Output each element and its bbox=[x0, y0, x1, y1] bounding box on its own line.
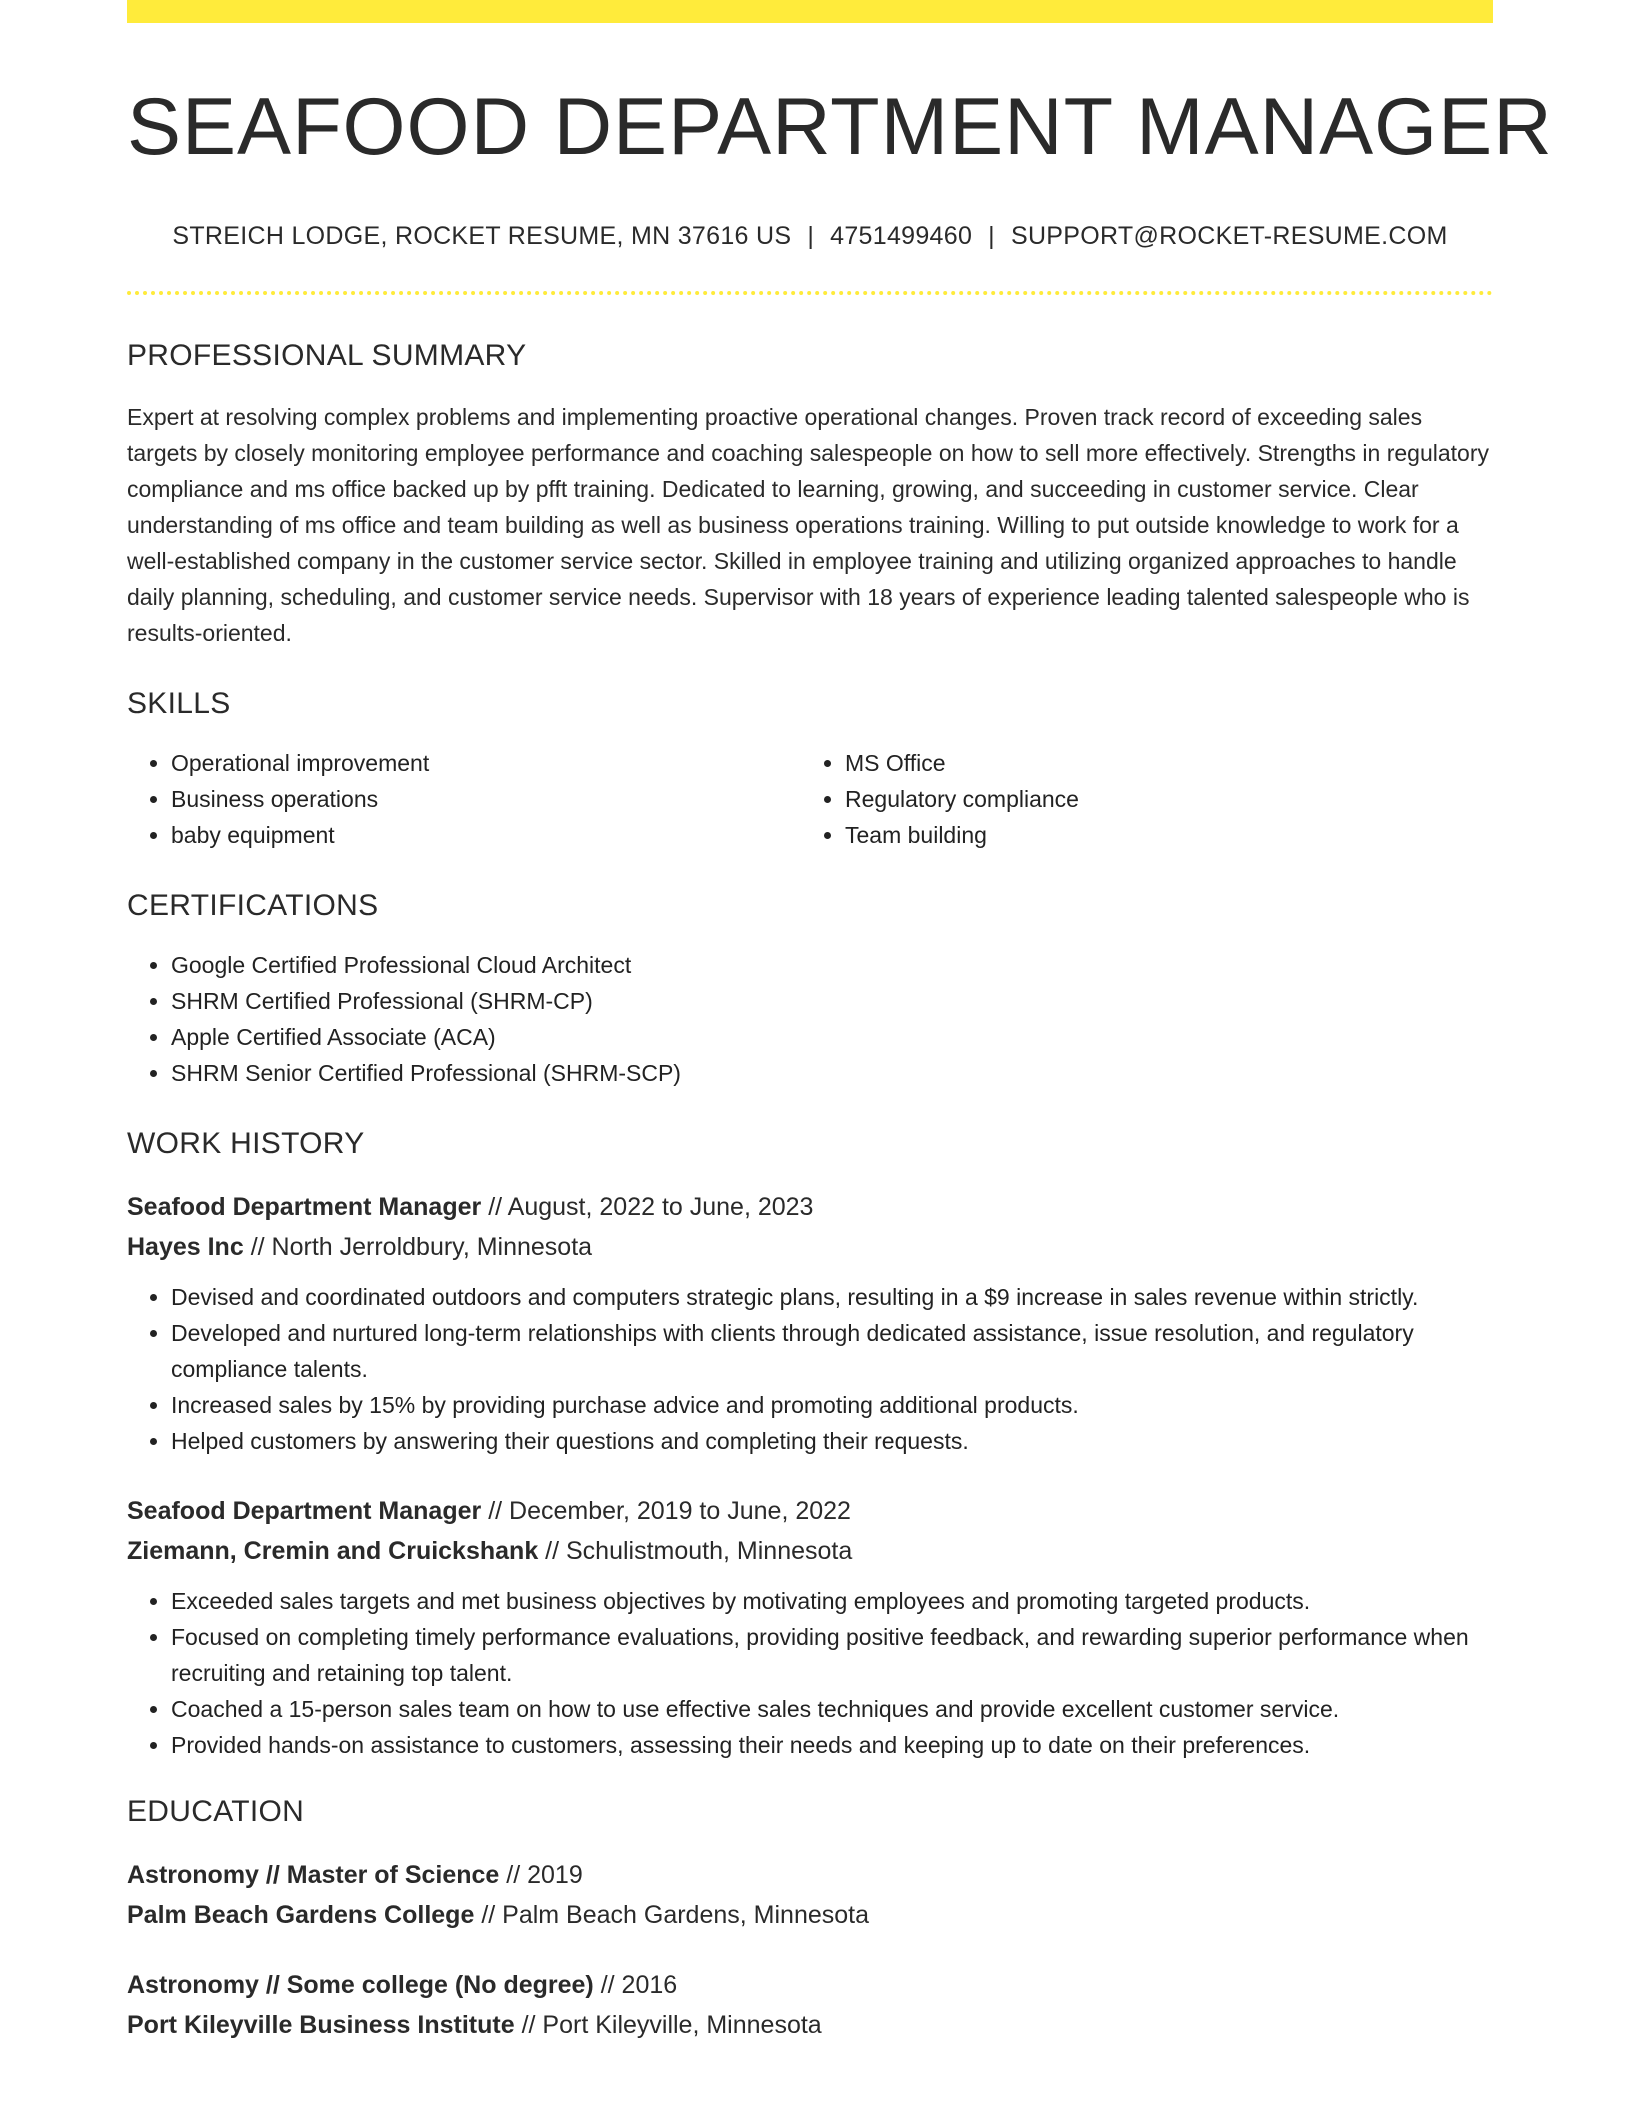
education-degree: Astronomy // Master of Science bbox=[127, 1861, 500, 1890]
job-bullet: • Developed and nurtured long-term relationships with clients through dedicated assistance, issue resolution, and regulatory compliance talents. bbox=[171, 1315, 1493, 1387]
skill-item: • Team building bbox=[845, 817, 1475, 853]
contact-line bbox=[127, 222, 1493, 251]
skills-column-left bbox=[127, 745, 801, 853]
skill-item: • MS Office bbox=[845, 745, 1475, 781]
skill-item: • baby equipment bbox=[171, 817, 801, 853]
skills-column-right bbox=[801, 745, 1475, 853]
job-bullet: • Helped customers by answering their questions and completing their requests. bbox=[171, 1423, 1493, 1459]
summary-text: Expert at resolving complex problems and implementing proactive operational changes. Proven track record of exceeding sales targets by closely monitoring employee performance and coaching salespeople on how to sell more effectively. Strengths in regulatory compliance and ms office backed up by pfft training. Dedicated to learning, growing, and succeeding in customer service. Clear understanding of ms office and team building as well as business operations training. Willing to put outside knowledge to work for a well-established company in the customer service sector. Skilled in employee training and utilizing organized approaches to handle daily planning, scheduling, and customer service needs. Supervisor with 18 years of experience leading talented salespeople who is results-oriented. bbox=[127, 404, 1489, 647]
resume-name: SEAFOOD DEPARTMENT MANAGER bbox=[127, 82, 1553, 172]
job-dates: // December, 2019 to June, 2022 bbox=[488, 1497, 851, 1526]
education-year: // 2019 bbox=[506, 1861, 583, 1890]
summary-heading: PROFESSIONAL SUMMARY bbox=[127, 339, 527, 373]
job-role: Seafood Department Manager bbox=[127, 1497, 482, 1526]
job-company-line bbox=[127, 1531, 1493, 1571]
education-degree-line bbox=[127, 1855, 1493, 1895]
skill-item: • Regulatory compliance bbox=[845, 781, 1475, 817]
header-divider bbox=[127, 291, 1493, 295]
job-bullets bbox=[127, 1279, 1493, 1459]
skills-heading: SKILLS bbox=[127, 687, 231, 721]
job-company: Ziemann, Cremin and Cruickshank bbox=[127, 1537, 539, 1566]
contact-email: SUPPORT@ROCKET-RESUME.COM bbox=[1010, 222, 1448, 251]
education-entry bbox=[127, 1855, 1493, 1935]
resume-page bbox=[127, 0, 1553, 2045]
education-location: // Palm Beach Gardens, Minnesota bbox=[481, 1901, 870, 1930]
job-bullet: • Devised and coordinated outdoors and computers strategic plans, resulting in a $9 increase in sales revenue within strictly. bbox=[171, 1279, 1493, 1315]
job-company: Hayes Inc bbox=[127, 1233, 244, 1262]
certification-item: • Google Certified Professional Cloud Architect bbox=[171, 947, 1493, 983]
work-history-heading: WORK HISTORY bbox=[127, 1127, 365, 1161]
certifications-list bbox=[127, 947, 1493, 1091]
job-role: Seafood Department Manager bbox=[127, 1193, 482, 1222]
job-location: // North Jerroldbury, Minnesota bbox=[250, 1233, 593, 1262]
job-bullet: • Provided hands-on assistance to customers, assessing their needs and keeping up to date on their preferences. bbox=[171, 1727, 1493, 1763]
education-school: Port Kileyville Business Institute bbox=[127, 2011, 515, 2040]
education-school-line bbox=[127, 1895, 1493, 1935]
job-location: // Schulistmouth, Minnesota bbox=[545, 1537, 853, 1566]
education-year: // 2016 bbox=[600, 1971, 678, 2000]
job-bullets bbox=[127, 1583, 1493, 1763]
job-bullet: • Focused on completing timely performance evaluations, providing positive feedback, and rewarding superior performance when recruiting and retaining top talent. bbox=[171, 1619, 1493, 1691]
certification-item: • SHRM Certified Professional (SHRM-CP) bbox=[171, 983, 1493, 1019]
education-degree: Astronomy // Some college (No degree) bbox=[127, 1971, 594, 2000]
skill-item: • Operational improvement bbox=[171, 745, 801, 781]
education-school-line bbox=[127, 2005, 1493, 2045]
certification-item: • Apple Certified Associate (ACA) bbox=[171, 1019, 1493, 1055]
job-role-line bbox=[127, 1491, 1493, 1531]
certifications-heading: CERTIFICATIONS bbox=[127, 889, 379, 923]
contact-separator: | bbox=[807, 222, 815, 251]
skill-item: • Business operations bbox=[171, 781, 801, 817]
contact-address: STREICH LODGE, ROCKET RESUME, MN 37616 US bbox=[172, 222, 792, 251]
job-role-line bbox=[127, 1187, 1493, 1227]
certification-item: • SHRM Senior Certified Professional (SHRM-SCP) bbox=[171, 1055, 1493, 1091]
job-entry bbox=[127, 1491, 1493, 1763]
education-entry bbox=[127, 1965, 1493, 2045]
education-school: Palm Beach Gardens College bbox=[127, 1901, 475, 1930]
job-dates: // August, 2022 to June, 2023 bbox=[488, 1193, 814, 1222]
skills-list bbox=[127, 745, 1493, 853]
job-bullet: • Coached a 15-person sales team on how to use effective sales techniques and provide excellent customer service. bbox=[171, 1691, 1493, 1727]
job-bullet: • Increased sales by 15% by providing purchase advice and promoting additional products. bbox=[171, 1387, 1493, 1423]
job-bullet: • Exceeded sales targets and met business objectives by motivating employees and promoting targeted products. bbox=[171, 1583, 1493, 1619]
job-company-line bbox=[127, 1227, 1493, 1267]
education-heading: EDUCATION bbox=[127, 1795, 305, 1829]
education-degree-line bbox=[127, 1965, 1493, 2005]
job-entry bbox=[127, 1187, 1493, 1459]
contact-phone: 4751499460 bbox=[830, 222, 973, 251]
top-accent-bar bbox=[127, 0, 1493, 23]
education-location: // Port Kileyville, Minnesota bbox=[521, 2011, 822, 2040]
contact-separator: | bbox=[988, 222, 995, 251]
